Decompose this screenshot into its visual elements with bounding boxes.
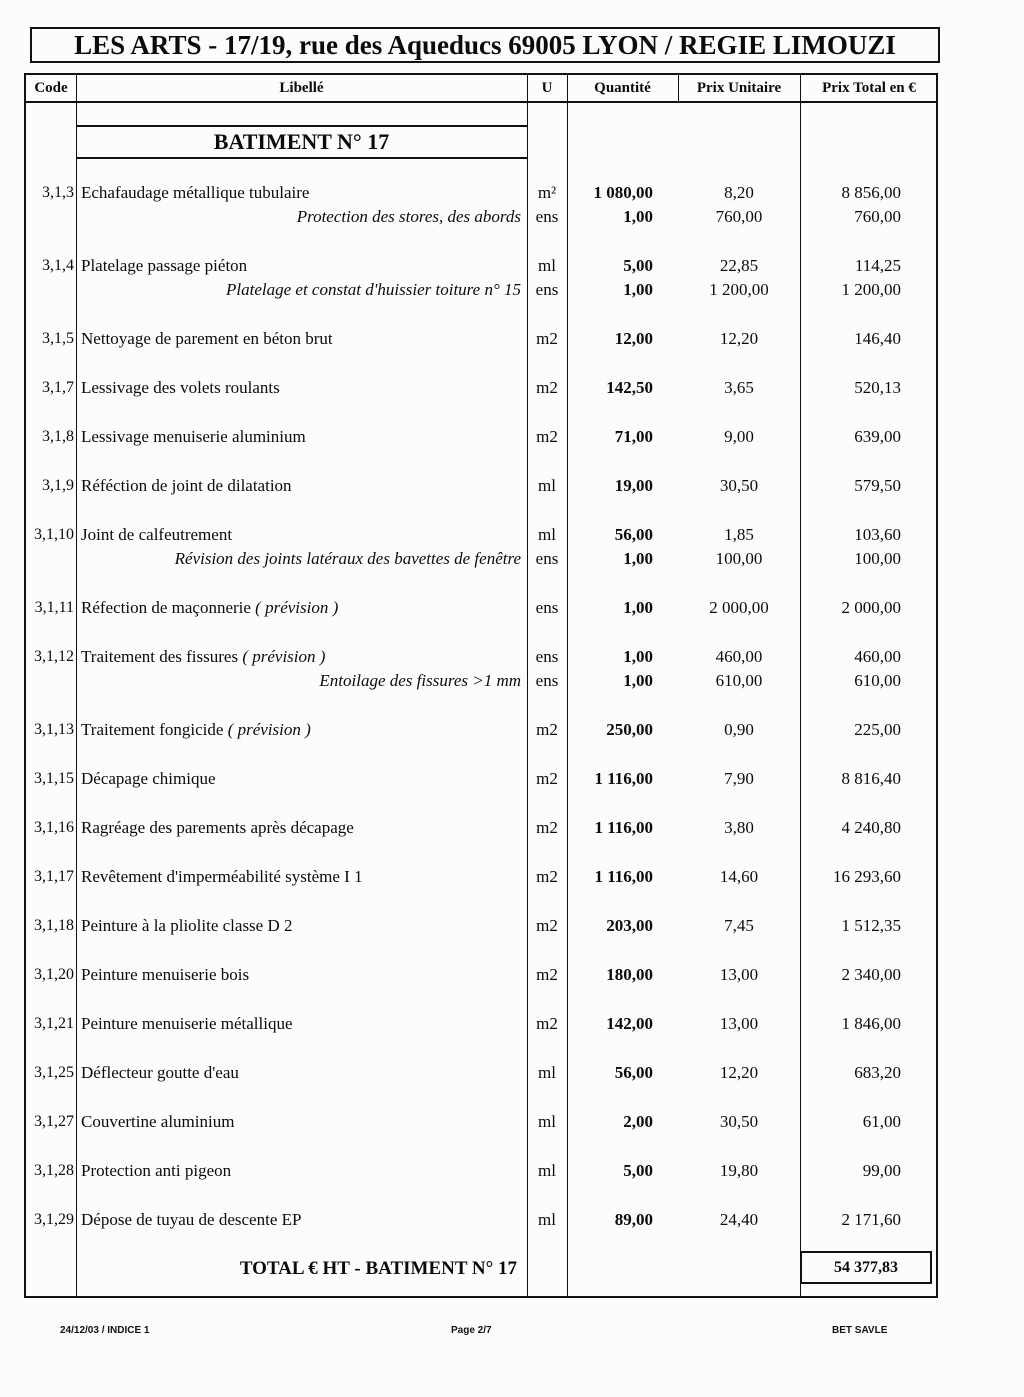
item-unit-price: 12,20 [719, 1063, 759, 1082]
item-label-text: Platelage passage piéton [81, 256, 248, 275]
item-total-price: 610,00 [854, 671, 901, 690]
item-label-text: Réfection de maçonnerie [81, 598, 251, 617]
item-unit-price: 610,00 [715, 671, 763, 690]
document-title: LES ARTS - 17/19, rue des Aqueducs 69005 LYON / REGIE LIMOUZI [74, 30, 896, 60]
table-row [0, 1208, 1024, 1232]
item-unit-price: 460,00 [715, 647, 763, 666]
item-quantity: 1,00 [623, 671, 653, 690]
table-row [0, 914, 1024, 938]
item-unit: ml [538, 1112, 556, 1131]
item-label-text: Lessivage menuiserie aluminium [81, 427, 306, 446]
item-total-price: 683,20 [854, 1063, 901, 1082]
item-unit: m2 [536, 427, 558, 446]
table-row [0, 865, 1024, 889]
item-total-price: 103,60 [854, 525, 901, 544]
item-unit: ens [535, 207, 559, 226]
table-row [0, 254, 1024, 278]
table-row [0, 963, 1024, 987]
item-label [81, 718, 523, 742]
table-row [0, 425, 1024, 449]
item-total-price: 2 340,00 [841, 965, 901, 984]
item-unit: ml [538, 476, 556, 495]
total-value: 54 377,83 [834, 1259, 898, 1276]
item-total-price: 114,25 [854, 256, 901, 275]
table-row [0, 181, 1024, 205]
table-row [0, 816, 1024, 840]
item-unit: m2 [536, 867, 558, 886]
item-unit-price: 24,40 [719, 1210, 759, 1229]
sub-item-label: Entoilage des fissures >1 mm [319, 671, 521, 690]
item-code: 3,1,20 [34, 966, 74, 983]
item-quantity: 1,00 [623, 207, 653, 226]
item-quantity: 2,00 [623, 1112, 653, 1131]
item-label [81, 645, 523, 669]
table-row [0, 523, 1024, 547]
table-row [0, 645, 1024, 669]
item-unit-price: 14,60 [719, 867, 759, 886]
item-total-price: 460,00 [854, 647, 901, 666]
item-quantity: 1 116,00 [594, 769, 653, 788]
item-unit: ml [538, 256, 556, 275]
item-quantity: 250,00 [606, 720, 653, 739]
table-row [0, 767, 1024, 791]
section-heading-box [76, 125, 527, 159]
table-row [0, 718, 1024, 742]
table-row [0, 376, 1024, 400]
item-code: 3,1,11 [34, 599, 74, 616]
item-total-price: 639,00 [854, 427, 901, 446]
table-subrow [0, 669, 1024, 693]
item-quantity: 1,00 [623, 280, 653, 299]
item-label [81, 1012, 523, 1036]
item-label-text: Revêtement d'imperméabilité système I 1 [81, 867, 363, 886]
item-unit: ens [535, 647, 559, 666]
item-total-price: 8 816,40 [841, 769, 901, 788]
item-quantity: 12,00 [614, 329, 653, 348]
sub-item-label: Révision des joints latéraux des bavettes de fenêtre [174, 549, 521, 568]
item-unit-price: 760,00 [715, 207, 763, 226]
item-total-price: 579,50 [854, 476, 901, 495]
item-quantity: 203,00 [606, 916, 653, 935]
item-unit-price: 2 000,00 [709, 598, 769, 617]
item-label-text: Peinture à la pliolite classe D 2 [81, 916, 293, 935]
table-row [0, 1012, 1024, 1036]
total-label: TOTAL € HT - BATIMENT N° 17 [239, 1258, 517, 1279]
item-total-price: 99,00 [862, 1161, 901, 1180]
item-code: 3,1,29 [34, 1211, 74, 1228]
item-label [81, 254, 523, 278]
item-unit-price: 1,85 [724, 525, 754, 544]
item-unit: m2 [536, 769, 558, 788]
footer-author: BET SAVLE [832, 1325, 888, 1336]
table-row [0, 1061, 1024, 1085]
item-unit: ens [535, 598, 559, 617]
column-header-unit: U [541, 80, 553, 96]
table-row [0, 1159, 1024, 1183]
item-unit-price: 7,45 [724, 916, 754, 935]
item-code: 3,1,3 [42, 184, 74, 201]
item-code: 3,1,5 [42, 330, 74, 347]
item-quantity: 180,00 [606, 965, 653, 984]
item-code: 3,1,15 [34, 770, 74, 787]
item-unit-price: 100,00 [715, 549, 763, 568]
item-unit: ens [535, 549, 559, 568]
total-box [800, 1251, 932, 1284]
item-label [81, 767, 523, 791]
item-code: 3,1,10 [34, 526, 74, 543]
item-unit: m2 [536, 965, 558, 984]
item-label-text: Réféction de joint de dilatation [81, 476, 292, 495]
item-unit-price: 12,20 [719, 329, 759, 348]
item-total-price: 16 293,60 [833, 867, 901, 886]
item-quantity: 5,00 [623, 1161, 653, 1180]
item-unit-price: 22,85 [719, 256, 759, 275]
item-unit-price: 13,00 [719, 965, 759, 984]
table-subrow [0, 547, 1024, 571]
item-quantity: 1 116,00 [594, 867, 653, 886]
item-unit: m2 [536, 720, 558, 739]
item-label [81, 963, 523, 987]
column-header-label: Libellé [279, 80, 324, 96]
item-label [81, 596, 523, 620]
column-header-quantity: Quantité [594, 80, 651, 96]
item-label-text: Déflecteur goutte d'eau [81, 1063, 239, 1082]
title-box [30, 27, 940, 63]
table-subrow [0, 205, 1024, 229]
item-total-price: 1 846,00 [841, 1014, 901, 1033]
item-unit: m2 [536, 1014, 558, 1033]
item-quantity: 19,00 [614, 476, 653, 495]
item-label-text: Peinture menuiserie bois [81, 965, 250, 984]
item-label-text: Couvertine aluminium [81, 1112, 235, 1131]
item-label-text: Traitement des fissures [81, 647, 239, 666]
item-label [81, 865, 523, 889]
item-unit-price: 9,00 [724, 427, 754, 446]
item-label-note: ( prévision ) [242, 647, 326, 666]
item-unit: m2 [536, 378, 558, 397]
item-quantity: 1,00 [623, 549, 653, 568]
item-code: 3,1,4 [42, 257, 74, 274]
item-label [81, 523, 523, 547]
item-unit: ml [538, 1063, 556, 1082]
table-row [0, 596, 1024, 620]
item-unit-price: 7,90 [724, 769, 754, 788]
sub-item-label: Platelage et constat d'huissier toiture n° 15 [226, 280, 521, 299]
item-label-text: Lessivage des volets roulants [81, 378, 280, 397]
item-label-note: ( prévision ) [227, 720, 311, 739]
item-unit: ml [538, 1161, 556, 1180]
table-row [0, 474, 1024, 498]
sub-item-label: Protection des stores, des abords [296, 207, 521, 226]
item-label [81, 1159, 523, 1183]
item-total-price: 1 200,00 [841, 280, 901, 299]
column-header-unit-price: Prix Unitaire [696, 80, 782, 96]
item-quantity: 142,50 [606, 378, 653, 397]
item-unit: m² [537, 183, 557, 202]
item-total-price: 8 856,00 [841, 183, 901, 202]
item-code: 3,1,17 [34, 868, 74, 885]
item-unit: ens [535, 280, 559, 299]
item-unit-price: 30,50 [719, 476, 759, 495]
item-total-price: 1 512,35 [841, 916, 901, 935]
item-label [81, 1208, 523, 1232]
item-total-price: 61,00 [862, 1112, 901, 1131]
item-quantity: 56,00 [614, 1063, 653, 1082]
item-label-text: Ragréage des parements après décapage [81, 818, 354, 837]
item-code: 3,1,27 [34, 1113, 74, 1130]
item-total-price: 4 240,80 [841, 818, 901, 837]
item-code: 3,1,13 [34, 721, 74, 738]
item-total-price: 760,00 [854, 207, 901, 226]
item-unit: ml [538, 525, 556, 544]
item-label-text: Echafaudage métallique tubulaire [81, 183, 310, 202]
item-label-text: Joint de calfeutrement [81, 525, 233, 544]
item-total-price: 2 000,00 [841, 598, 901, 617]
item-unit-price: 3,65 [724, 378, 754, 397]
footer-date-index: 24/12/03 / INDICE 1 [60, 1325, 150, 1336]
item-label [81, 327, 523, 351]
item-quantity: 71,00 [614, 427, 653, 446]
item-quantity: 89,00 [614, 1210, 653, 1229]
item-code: 3,1,21 [34, 1015, 74, 1032]
table-subrow [0, 278, 1024, 302]
item-quantity: 142,00 [606, 1014, 653, 1033]
item-quantity: 1,00 [623, 647, 653, 666]
item-total-price: 225,00 [854, 720, 901, 739]
item-unit-price: 30,50 [719, 1112, 759, 1131]
item-unit-price: 3,80 [724, 818, 754, 837]
item-unit-price: 8,20 [724, 183, 754, 202]
item-label-note: ( prévision ) [255, 598, 339, 617]
item-unit: m2 [536, 818, 558, 837]
item-unit-price: 0,90 [724, 720, 754, 739]
footer-page-number: Page 2/7 [451, 1325, 492, 1336]
item-quantity: 1 080,00 [593, 183, 653, 202]
item-label [81, 425, 523, 449]
item-code: 3,1,12 [34, 648, 74, 665]
table-row [0, 327, 1024, 351]
section-heading: BATIMENT N° 17 [213, 129, 390, 154]
table-row [0, 1110, 1024, 1134]
item-label [81, 181, 523, 205]
item-label-text: Peinture menuiserie métallique [81, 1014, 293, 1033]
item-total-price: 2 171,60 [841, 1210, 901, 1229]
item-quantity: 1,00 [623, 598, 653, 617]
item-label-text: Protection anti pigeon [81, 1161, 232, 1180]
item-label [81, 1061, 523, 1085]
item-unit-price: 13,00 [719, 1014, 759, 1033]
item-code: 3,1,7 [42, 379, 74, 396]
item-quantity: 1 116,00 [594, 818, 653, 837]
column-header-code: Code [34, 80, 68, 96]
item-unit: ml [538, 1210, 556, 1229]
item-label [81, 914, 523, 938]
item-label [81, 474, 523, 498]
item-label-text: Dépose de tuyau de descente EP [81, 1210, 302, 1229]
item-quantity: 56,00 [614, 525, 653, 544]
item-code: 3,1,28 [34, 1162, 74, 1179]
item-code: 3,1,8 [42, 428, 74, 445]
item-total-price: 146,40 [854, 329, 901, 348]
column-divider [678, 73, 679, 103]
item-label [81, 376, 523, 400]
item-unit: ens [535, 671, 559, 690]
item-label-text: Nettoyage de parement en béton brut [81, 329, 333, 348]
item-unit-price: 19,80 [719, 1161, 759, 1180]
item-quantity: 5,00 [623, 256, 653, 275]
item-label [81, 816, 523, 840]
item-label-text: Traitement fongicide [81, 720, 224, 739]
item-total-price: 100,00 [854, 549, 901, 568]
item-unit: m2 [536, 916, 558, 935]
item-code: 3,1,18 [34, 917, 74, 934]
item-label-text: Décapage chimique [81, 769, 216, 788]
item-code: 3,1,16 [34, 819, 74, 836]
item-label [81, 1110, 523, 1134]
item-code: 3,1,25 [34, 1064, 74, 1081]
item-unit: m2 [536, 329, 558, 348]
item-total-price: 520,13 [854, 378, 901, 397]
item-unit-price: 1 200,00 [709, 280, 769, 299]
column-header-total-price: Prix Total en € [822, 80, 916, 96]
item-code: 3,1,9 [42, 477, 74, 494]
